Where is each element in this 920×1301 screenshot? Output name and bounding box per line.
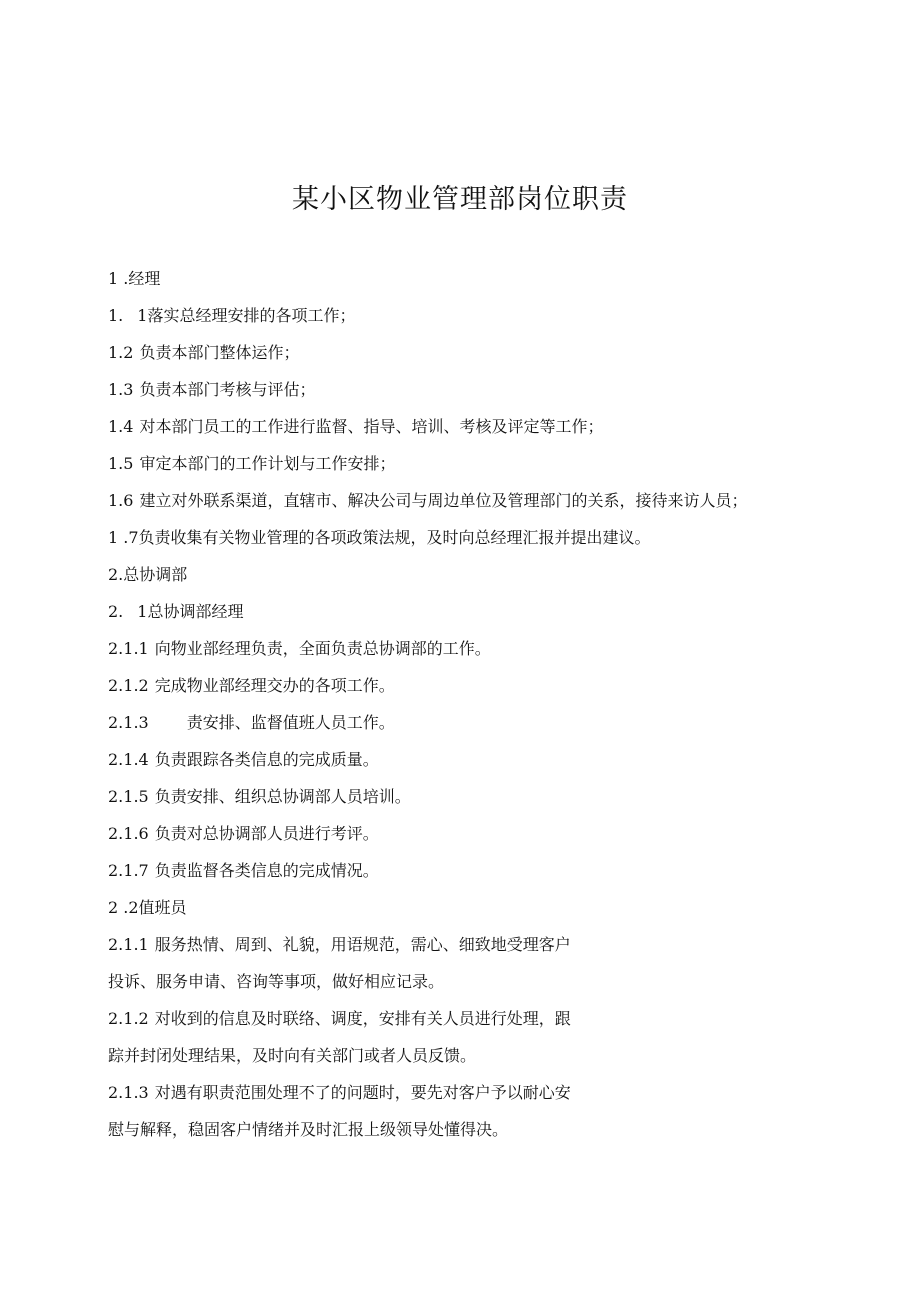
line-number: 2.1.1 [108,935,149,954]
line-number: 2.1.3 [108,1083,149,1102]
line-number: 2.1.4 [108,750,149,769]
line-text: 负责对总协调部人员进行考评。 [154,824,379,843]
text-line [108,704,813,741]
line-number: 2.1.1 [108,639,149,658]
text-line [108,667,813,704]
line-number: 2.1.2 [108,676,149,695]
line-text: 建立对外联系渠道，直辖市、解决公司与周边单位及管理部门的关系，接待来访人员； [139,491,748,510]
line-text: 踪并封闭处理结果，及时向有关部门或者人员反馈。 [108,1046,477,1065]
line-text: 负责安排、组织总协调部人员培训。 [154,787,411,806]
line-number: 1 . [108,269,129,288]
line-text: 总协调部 [123,565,188,584]
line-number: 1.5 [108,454,134,473]
line-text: 经理 [128,269,161,288]
line-text: 服务热情、周到、礼貌，用语规范，需心、细致地受理客户 [154,935,571,954]
line-text: 负责本部门整体运作； [139,343,300,362]
text-line [108,889,813,926]
line-number: 1 . [108,528,129,547]
line-text: 对本部门员工的工作进行监督、指导、培训、考核及评定等工作； [139,417,604,436]
line-text: 向物业部经理负责，全面负责总协调部的工作。 [154,639,491,658]
text-line [108,334,813,371]
line-text: 1总协调部经理 [137,602,244,621]
line-number: 1. [108,306,124,325]
text-line [108,1000,813,1037]
line-text: 投诉、服务申请、咨询等事项，做好相应记录。 [108,972,445,991]
line-number: 2.1.2 [108,1009,149,1028]
text-line [108,445,813,482]
line-text: 对遇有职责范围处理不了的问题时，要先对客户予以耐心安 [154,1083,571,1102]
text-line [108,741,813,778]
text-line [108,408,813,445]
line-number: 1.2 [108,343,134,362]
line-number: 1.6 [108,491,134,510]
text-line [108,1074,813,1111]
text-line [108,926,813,963]
document-title: 某小区物业管理部岗位职责 [292,184,628,215]
line-text: 负责本部门考核与评估； [139,380,316,399]
text-line [108,371,813,408]
line-number: 2.1.7 [108,861,149,880]
line-text: 7负责收集有关物业管理的各项政策法规，及时向总经理汇报并提出建议。 [128,528,651,547]
text-line [108,963,813,1000]
text-line [108,778,813,815]
line-text: 2值班员 [128,898,187,917]
line-text: 负责监督各类信息的完成情况。 [154,861,379,880]
text-line [108,1111,813,1148]
line-text: 完成物业部经理交办的各项工作。 [154,676,395,695]
text-line [108,297,813,334]
document-body [108,260,813,1148]
text-line [108,482,813,519]
line-text: 对收到的信息及时联络、调度，安排有关人员进行处理，跟 [154,1009,571,1028]
text-line [108,556,813,593]
line-number: 2.1.6 [108,824,149,843]
text-line [108,630,813,667]
line-text: 审定本部门的工作计划与工作安排； [139,454,396,473]
text-line [108,1037,813,1074]
text-line [108,852,813,889]
line-number: 2. [108,602,124,621]
text-line [108,815,813,852]
text-line [108,593,813,630]
line-text: 慰与解释，稳固客户情绪并及时汇报上级领导处懂得决。 [108,1120,509,1139]
text-line [108,260,813,297]
line-text: 负责跟踪各类信息的完成质量。 [154,750,379,769]
line-number: 1.4 [108,417,134,436]
text-line [108,519,813,556]
line-text: 1落实总经理安排的各项工作； [137,306,356,325]
line-number: 2.1.5 [108,787,149,806]
line-number: 2 . [108,898,129,917]
line-text: 责安排、监督值班人员工作。 [186,713,395,732]
line-number: 2. [108,565,124,584]
line-number: 1.3 [108,380,134,399]
line-number: 2.1.3 [108,713,149,732]
